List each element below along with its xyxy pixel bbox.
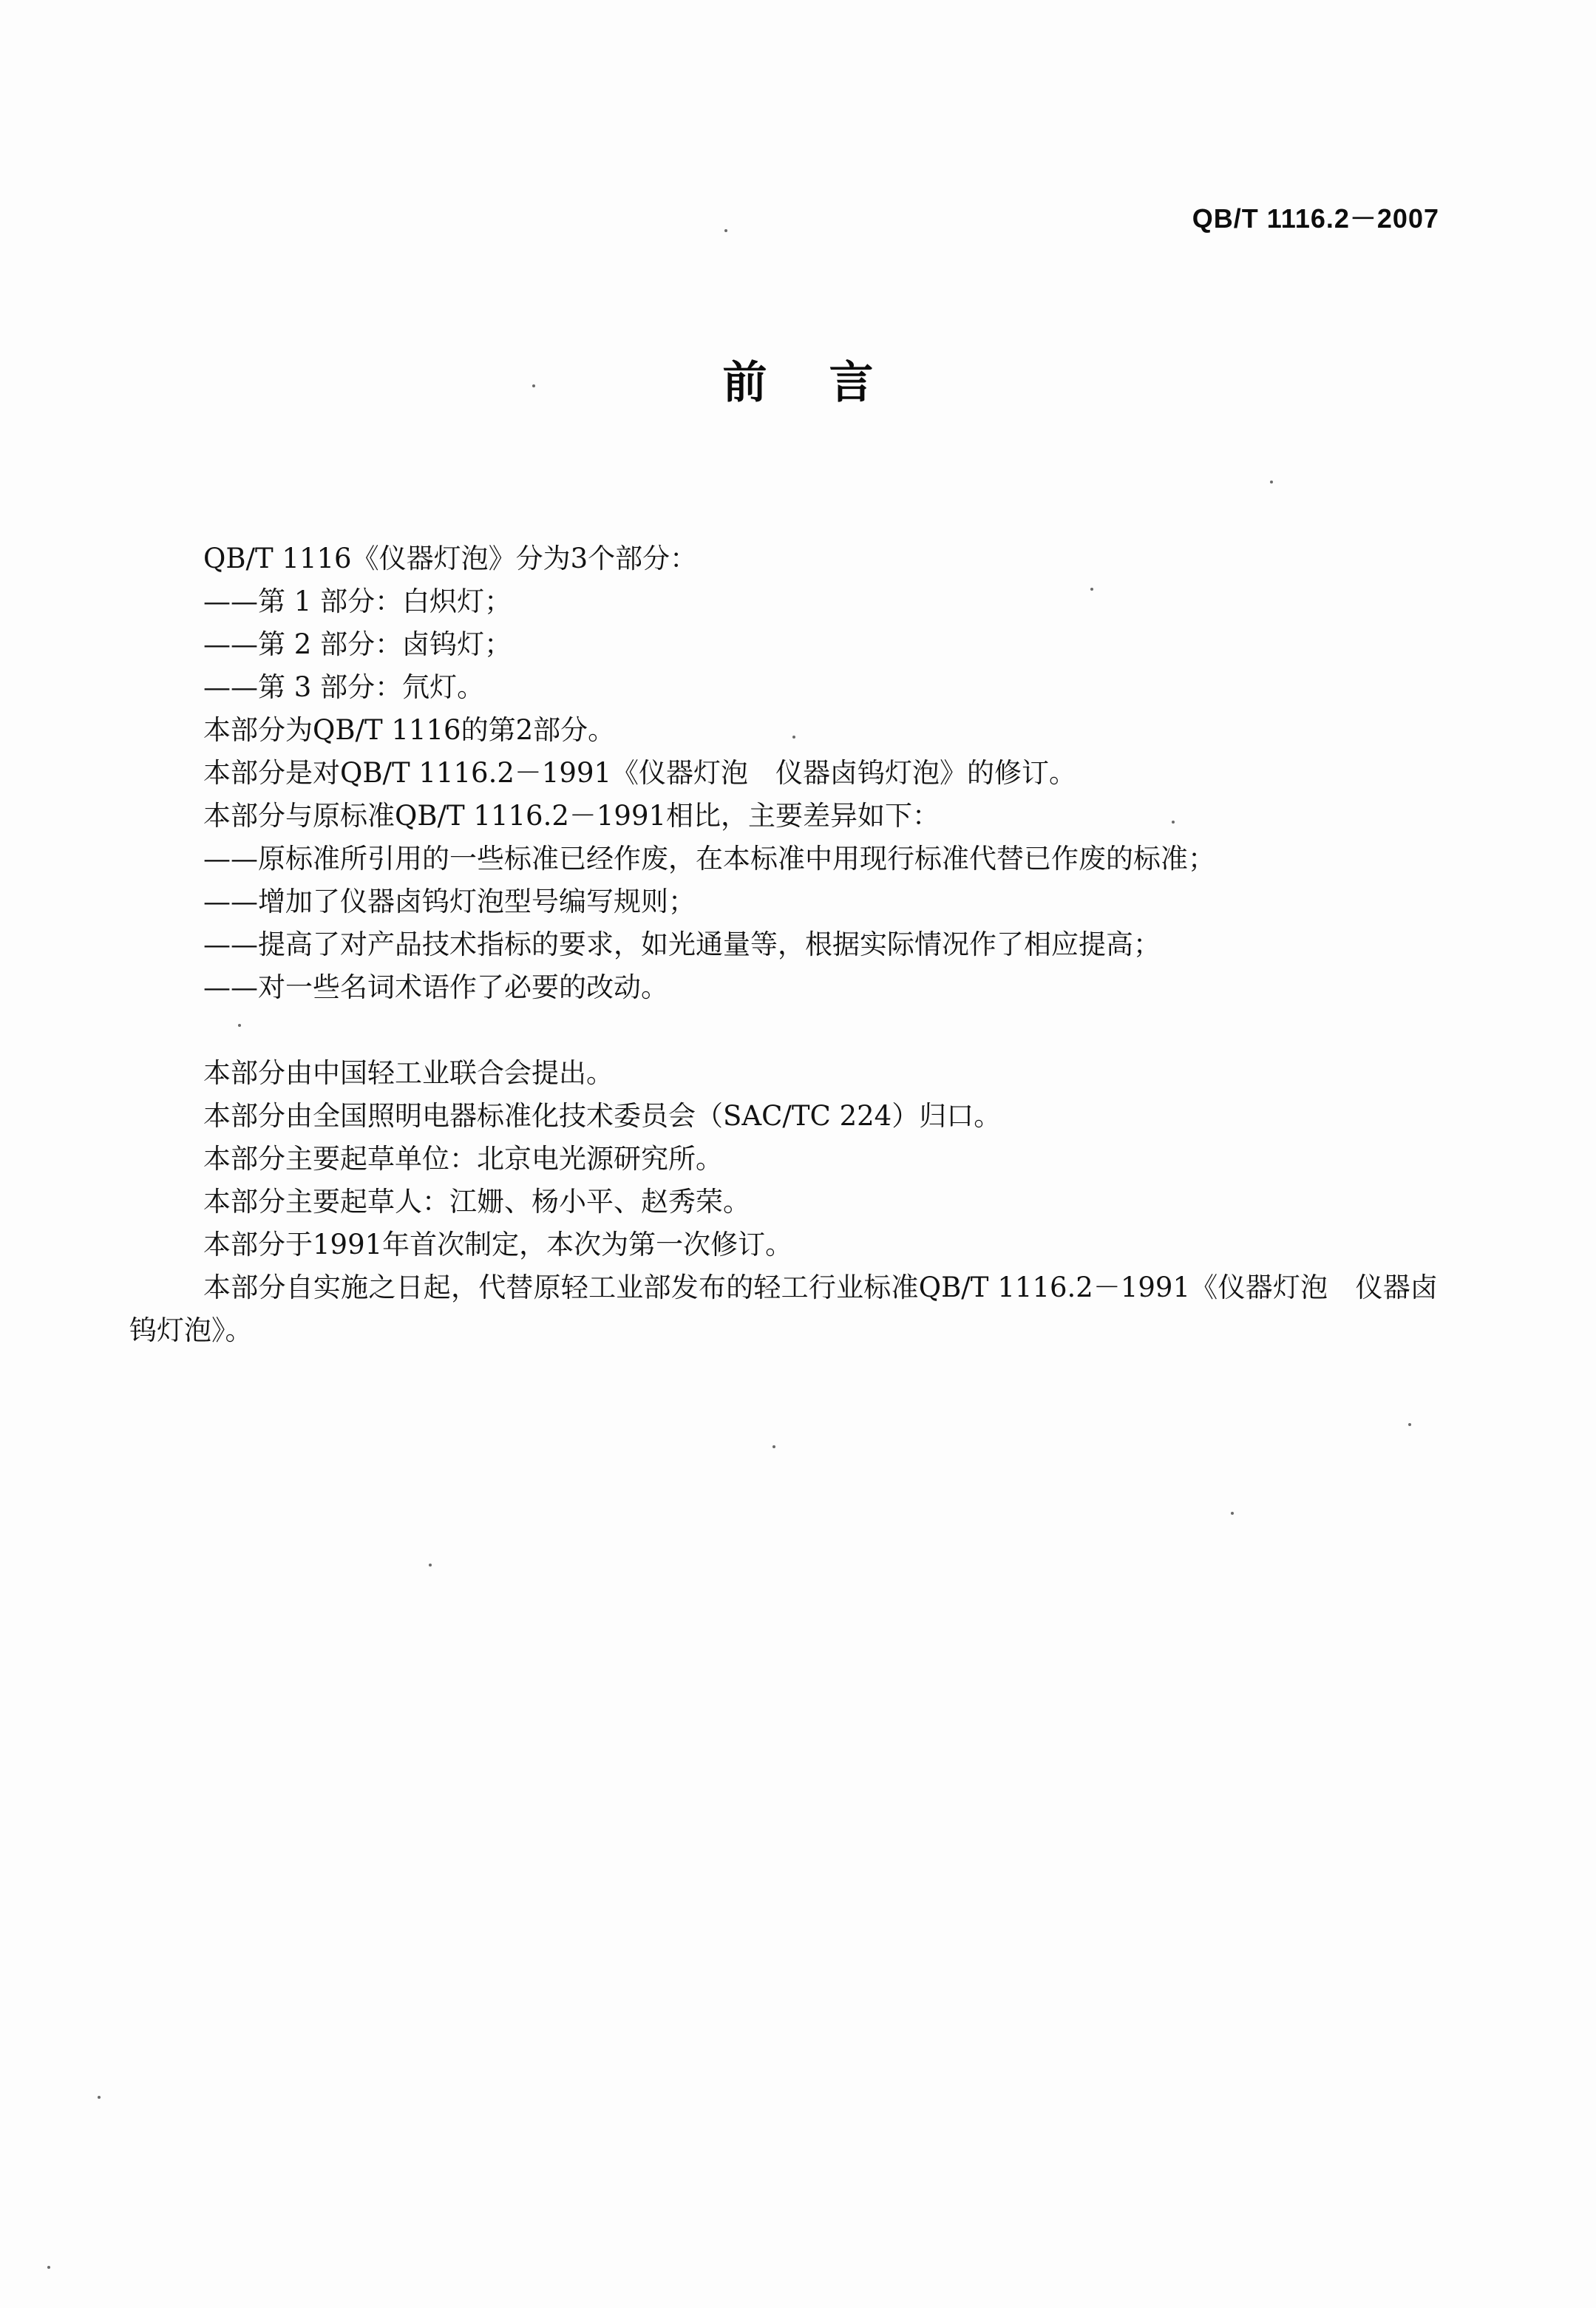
scan-speck — [1090, 588, 1093, 591]
difference-item-3: ——提高了对产品技术指标的要求，如光通量等，根据实际情况作了相应提高； — [203, 929, 1161, 960]
drafting-unit-line: 本部分主要起草单位：北京电光源研究所。 — [203, 1143, 723, 1175]
revision-line: 本部分是对QB/T 1116.2－1991《仪器灯泡 仪器卤钨灯泡》的修订。 — [203, 757, 1077, 789]
foreword-body — [129, 537, 1438, 1352]
scan-speck — [1408, 1423, 1411, 1426]
scan-speck — [792, 736, 795, 739]
scan-speck — [238, 1024, 241, 1027]
standard-code: QB/T 1116.2－2007 — [1192, 203, 1439, 234]
scan-speck — [1270, 481, 1273, 483]
scan-speck — [724, 229, 727, 232]
history-line: 本部分于1991年首次制定，本次为第一次修订。 — [203, 1229, 793, 1260]
centralized-by-line: 本部分由全国照明电器标准化技术委员会（SAC/TC 224）归口。 — [203, 1100, 1002, 1132]
part-1-item: ——第 1 部分：白炽灯； — [203, 586, 512, 617]
scan-speck — [98, 2096, 101, 2099]
difference-item-1: ——原标准所引用的一些标准已经作废，在本标准中用现行标准代替已作废的标准； — [203, 843, 1215, 875]
difference-item-4: ——对一些名词术语作了必要的改动。 — [203, 971, 668, 1003]
this-part-line: 本部分为QB/T 1116的第2部分。 — [203, 714, 616, 746]
part-3-item: ——第 3 部分：氘灯。 — [203, 671, 485, 703]
proposed-by-line: 本部分由中国轻工业联合会提出。 — [203, 1057, 614, 1089]
difference-item-2: ——增加了仪器卤钨灯泡型号编写规则； — [203, 886, 696, 917]
scan-speck — [1172, 821, 1175, 824]
scan-speck — [532, 384, 535, 387]
replacement-paragraph: 本部分自实施之日起，代替原轻工业部发布的轻工行业标准QB/T 1116.2－1991《仪器灯泡 仪器卤钨灯泡》。 — [129, 1272, 1438, 1346]
scan-speck — [47, 2266, 50, 2269]
scan-speck — [772, 1445, 775, 1448]
drafters-line: 本部分主要起草人：江姗、杨小平、赵秀荣。 — [203, 1186, 750, 1218]
parts-intro-line: QB/T 1116《仪器灯泡》分为3个部分： — [203, 543, 698, 574]
page-title: 前言 — [722, 357, 936, 409]
scan-speck — [429, 1564, 432, 1567]
differences-intro: 本部分与原标准QB/T 1116.2－1991相比，主要差异如下： — [203, 800, 940, 832]
part-2-item: ——第 2 部分：卤钨灯； — [203, 628, 512, 660]
paragraph-gap — [129, 1009, 1438, 1052]
scan-speck — [1231, 1512, 1234, 1515]
